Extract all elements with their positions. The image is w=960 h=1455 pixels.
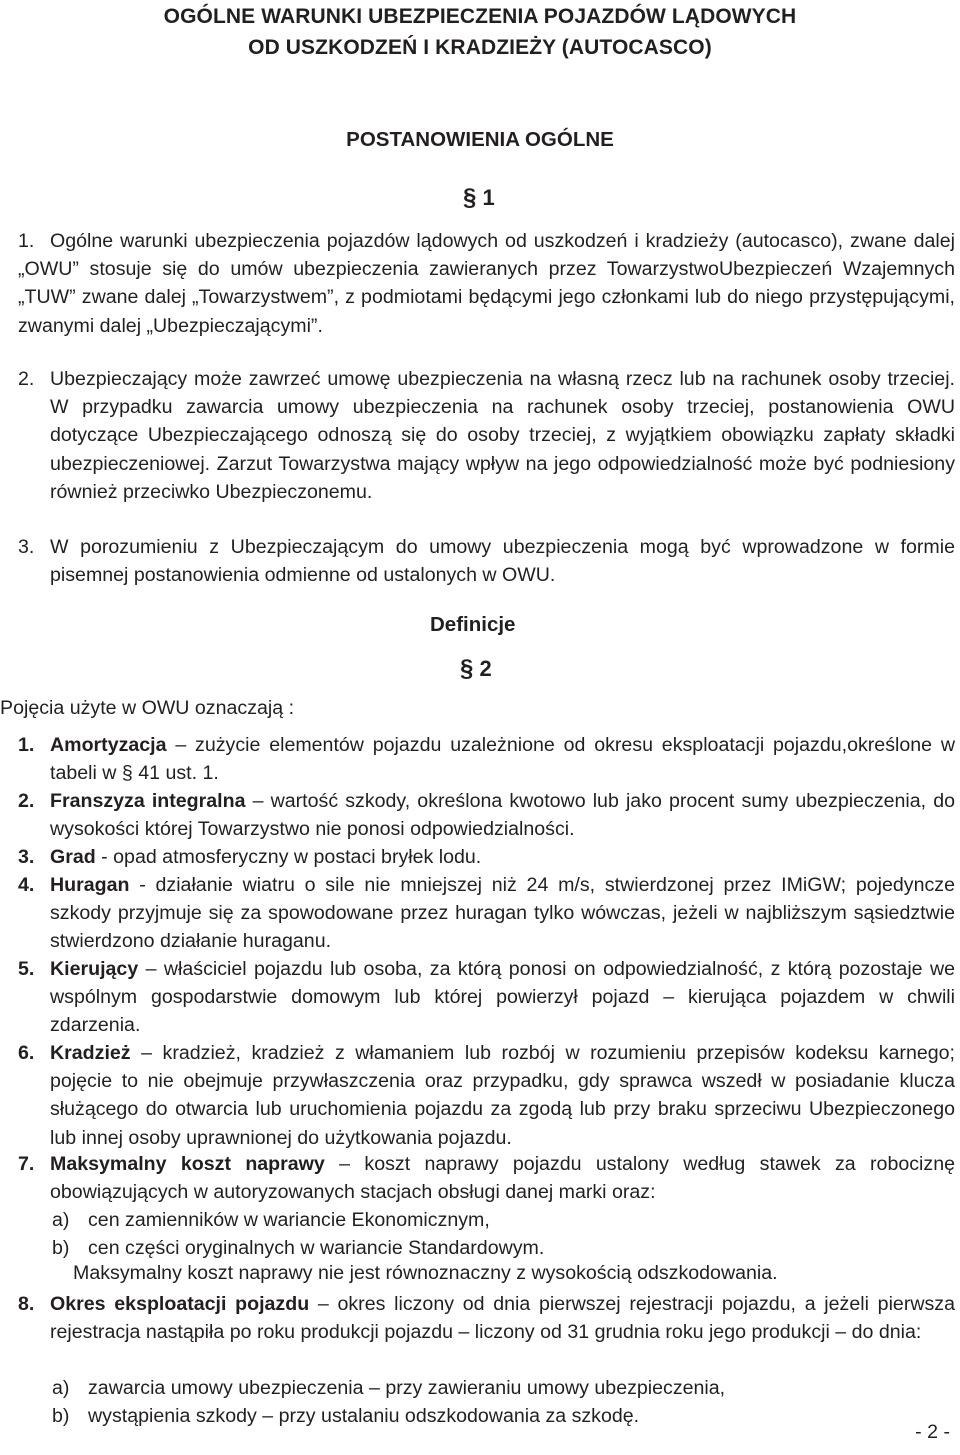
- paragraph-1-sign: [463, 184, 495, 212]
- sub-letter: b): [52, 1237, 70, 1259]
- definition-text: – wartość szkody, określona kwotowo lub jako procent sumy ubezpieczenia, do wysokości której Towarzystwo nie ponosi odpowiedzialności.: [50, 790, 956, 841]
- item-text: Ubezpieczający może zawrzeć umowę ubezpieczenia na własną rzecz lub na rachunek osoby trzeciej. W przypadku zawarcia umowy ubezpieczenia na rachunek osoby trzeciej, postanowienia OWU dotyczące Ubezpieczającego odnoszą się do osoby trzeciej, z wyjątkiem obowiązku zapłaty składki ubezpieczeniowej. Zarzut Towarzystwa mający wpływ na jego odpowiedzialność może być podniesiony również przeciwko Ubezpieczonemu.: [50, 368, 955, 503]
- item-number: 2.: [18, 368, 35, 390]
- definition-8: [18, 1290, 955, 1346]
- definition-5: [18, 955, 955, 1040]
- definitions-intro: Pojęcia użyte w OWU oznaczają :: [0, 697, 295, 719]
- item-number: 1.: [18, 230, 35, 252]
- definition-4: [18, 871, 955, 956]
- item-number: 7.: [18, 1153, 35, 1175]
- sub-text: cen części oryginalnych w wariancie Standardowym.: [88, 1237, 545, 1259]
- document-title: [0, 1, 960, 63]
- definition-term: Maksymalny koszt naprawy: [50, 1153, 325, 1175]
- section-sign: §: [463, 184, 477, 211]
- item-number: 3.: [18, 536, 35, 558]
- general-item-1: [18, 227, 955, 340]
- definition-term: Grad: [50, 846, 96, 868]
- definition-7: [18, 1150, 955, 1206]
- definition-term: Kradzież: [50, 1042, 131, 1064]
- item-number: 4.: [18, 874, 35, 896]
- definition-term: Kierujący: [50, 958, 139, 980]
- definition-6: [18, 1039, 955, 1152]
- sub-text: wystąpienia szkody – przy ustalaniu odszkodowania za szkodę.: [88, 1405, 640, 1427]
- definition-8-sub-a: [52, 1374, 725, 1402]
- sub-text: zawarcia umowy ubezpieczenia – przy zawieraniu umowy ubezpieczenia,: [88, 1377, 726, 1399]
- item-text: Ogólne warunki ubezpieczenia pojazdów lądowych od uszkodzeń i kradzieży (autocasco), zwane dalej „OWU” stosuje się do umów ubezpieczenia zawieranych przez TowarzystwoUbezpieczeń Wzajemnych „TUW” zwane dalej „Towarzystwem”, z podmiotami będącymi jego członkami lub do niego przystępującymi, zwanymi dalej „Ubezpieczającymi”.: [18, 230, 955, 337]
- definition-text: - opad atmosferyczny w postaci bryłek lodu.: [95, 846, 482, 868]
- item-text: W porozumieniu z Ubezpieczającym do umowy ubezpieczenia mogą być wprowadzone w formie pisemnej postanowienia odmienne od ustalonych w OWU.: [50, 536, 955, 587]
- definition-text: – kradzież, kradzież z włamaniem lub rozbój w rozumieniu przepisów kodeksu karnego; pojęcie to nie obejmuje przywłaszczenia oraz przypadku, gdy sprawca wszedł w posiadanie klucza służącego do otwarcia lub uruchomienia pojazdu za zgodą lub przy braku sprzeciwu Ubezpieczonego lub innej osoby uprawnionej do użytkowania pojazdu.: [50, 1042, 955, 1149]
- definition-3: [18, 843, 955, 871]
- definition-text: - działanie wiatru o sile nie mniejszej niż 24 m/s, stwierdzonej przez IMiGW; pojedyncze szkody przyjmuje się za spowodowane przez huragan tylko wówczas, jeżeli w najbliższym sąsiedztwie stwierdzono działanie huraganu.: [50, 874, 955, 953]
- definition-7-note: Maksymalny koszt naprawy nie jest równoznaczny z wysokością odszkodowania.: [73, 1262, 778, 1284]
- definition-text: – zużycie elementów pojazdu uzależnione od okresu eksploatacji pojazdu,określone w tabeli w § 41 ust. 1.: [50, 734, 955, 785]
- definition-term: Okres eksploatacji pojazdu: [50, 1293, 310, 1315]
- definitions-heading: Definicje: [430, 613, 516, 636]
- title-line-2: OD USZKODZEŃ I KRADZIEŻY (AUTOCASCO): [248, 36, 712, 59]
- paragraph-2-sign: [460, 655, 492, 683]
- definition-8-sub-b: [52, 1402, 639, 1430]
- item-number: 5.: [18, 958, 35, 980]
- definition-term: Amortyzacja: [50, 734, 167, 756]
- sub-letter: b): [52, 1405, 70, 1427]
- definition-1: [18, 731, 955, 787]
- item-number: 6.: [18, 1042, 35, 1064]
- sub-text: cen zamienników w wariancie Ekonomicznym,: [88, 1209, 490, 1231]
- definition-7-sub-a: [52, 1206, 490, 1234]
- item-number: 1.: [18, 734, 35, 756]
- definition-term: Franszyza integralna: [50, 790, 246, 812]
- sub-letter: a): [52, 1377, 70, 1399]
- section-heading: POSTANOWIENIA OGÓLNE: [346, 128, 614, 151]
- paragraph-number: 2: [479, 656, 492, 681]
- title-line-1: OGÓLNE WARUNKI UBEZPIECZENIA POJAZDÓW LĄDOWYCH: [163, 5, 797, 28]
- item-number: 2.: [18, 790, 35, 812]
- definition-7-sub-b: [52, 1234, 544, 1262]
- general-item-2: [18, 365, 955, 506]
- page-number: - 2 -: [915, 1421, 950, 1443]
- item-number: 8.: [18, 1293, 35, 1315]
- general-item-3: [18, 533, 955, 589]
- definition-text: – koszt naprawy pojazdu ustalony według stawek za robociznę obowiązujących w autoryzowanych stacjach obsługi danej marki oraz:: [50, 1153, 955, 1204]
- item-number: 3.: [18, 846, 35, 868]
- sub-letter: a): [52, 1209, 70, 1231]
- definition-term: Huragan: [50, 874, 130, 896]
- section-sign: §: [460, 655, 474, 682]
- paragraph-number: 1: [482, 185, 495, 210]
- definition-2: [18, 787, 955, 843]
- definition-text: – właściciel pojazdu lub osoba, za którą ponosi on odpowiedzialność, z którą pozostaje we wspólnym gospodarstwie domowym lub której powierzył pojazd – kierująca pojazdem w chwili zdarzenia.: [50, 958, 955, 1037]
- definition-text: – okres liczony od dnia pierwszej rejestracji pojazdu, a jeżeli pierwsza rejestracja nastąpiła po roku produkcji pojazdu – liczony od 31 grudnia roku jego produkcji – do dnia:: [50, 1293, 955, 1344]
